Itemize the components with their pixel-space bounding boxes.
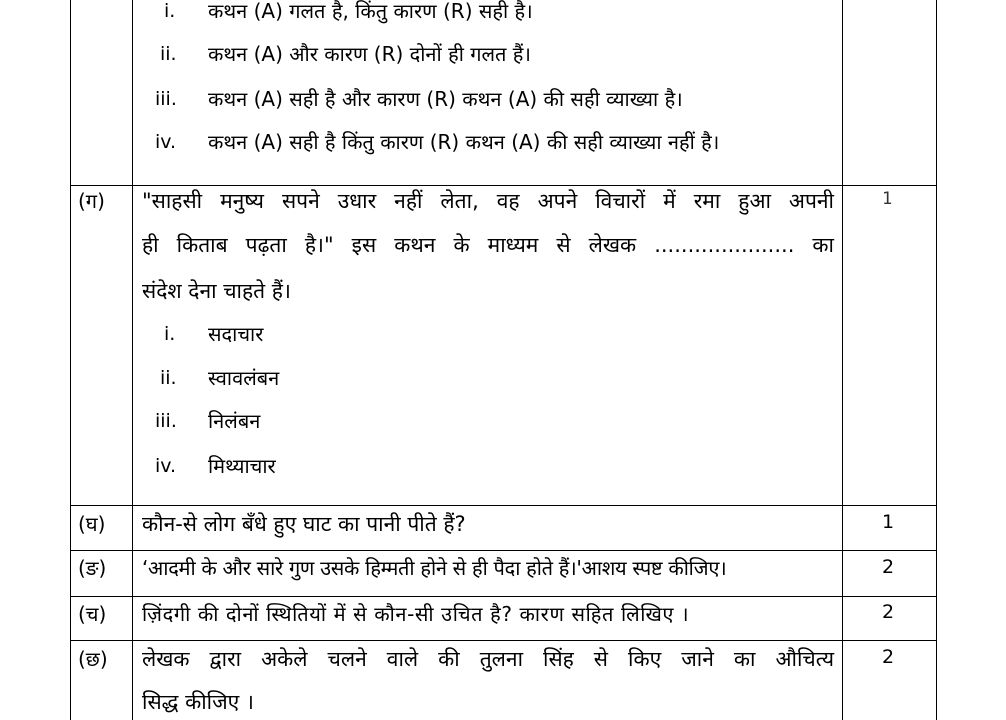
option-number: iii. — [155, 410, 177, 432]
question-marks: 1 — [882, 189, 893, 209]
option-number: iv. — [155, 455, 177, 477]
row-divider — [70, 185, 937, 186]
option-number: ii. — [160, 367, 177, 389]
option-text: कथन (A) सही है किंतु कारण (R) कथन (A) की सही व्याख्या नहीं है। — [208, 130, 720, 154]
table-left-border — [70, 0, 71, 720]
question-text-line: "साहसी मनुष्य सपने उधार नहीं लेता, वह अपने विचारों में रमा हुआ अपनी — [142, 189, 834, 213]
question-marks: 2 — [882, 601, 895, 623]
option-number: i. — [164, 323, 176, 345]
option-text: सदाचार — [208, 322, 264, 346]
question-marks: 2 — [882, 556, 895, 578]
option-text: निलंबन — [208, 409, 261, 433]
question-text-line: सिद्ध कीजिए । — [142, 690, 254, 714]
option-number: i. — [164, 0, 176, 22]
question-text-line: ही किताब पढ़ता है।" इस कथन के माध्यम से लेखक ..................... का — [142, 233, 834, 257]
row-divider — [70, 596, 937, 597]
question-label: (ग) — [78, 189, 105, 213]
option-number: iv. — [155, 131, 177, 153]
row-divider — [70, 505, 937, 506]
table-right-border — [936, 0, 937, 720]
question-text-line: लेखक द्वारा अकेले चलने वाले की तुलना सिंह से किए जाने का औचित्य — [142, 647, 834, 671]
option-text: मिथ्याचार — [208, 454, 276, 478]
option-number: iii. — [155, 88, 177, 110]
question-label: (छ) — [78, 647, 108, 671]
option-text: कथन (A) गलत है, किंतु कारण (R) सही है। — [208, 0, 533, 23]
question-marks: 2 — [882, 646, 895, 668]
question-label: (घ) — [78, 512, 106, 536]
option-number: ii. — [160, 43, 177, 65]
option-text: कथन (A) सही है और कारण (R) कथन (A) की सही व्याख्या है। — [208, 87, 683, 111]
question-label: (च) — [78, 602, 107, 626]
option-text: कथन (A) और कारण (R) दोनों ही गलत हैं। — [208, 42, 532, 66]
question-text-line: संदेश देना चाहते हैं। — [142, 279, 291, 303]
option-text: स्वावलंबन — [208, 366, 280, 390]
table-col-divider-2 — [842, 0, 843, 720]
table-col-divider-1 — [132, 0, 133, 720]
question-text: कौन-से लोग बँधे हुए घाट का पानी पीते हैं? — [142, 512, 466, 536]
row-divider — [70, 640, 937, 641]
row-divider — [70, 550, 937, 551]
question-marks: 1 — [882, 511, 895, 533]
question-text: ज़िंदगी की दोनों स्थितियों में से कौन-सी उचित है? कारण सहित लिखिए । — [142, 602, 690, 626]
question-label: (ङ) — [78, 556, 107, 580]
question-text: ‘आदमी के और सारे गुण उसके हिम्मती होने से ही पैदा होते हैं।'आशय स्पष्ट कीजिए। — [142, 556, 727, 580]
